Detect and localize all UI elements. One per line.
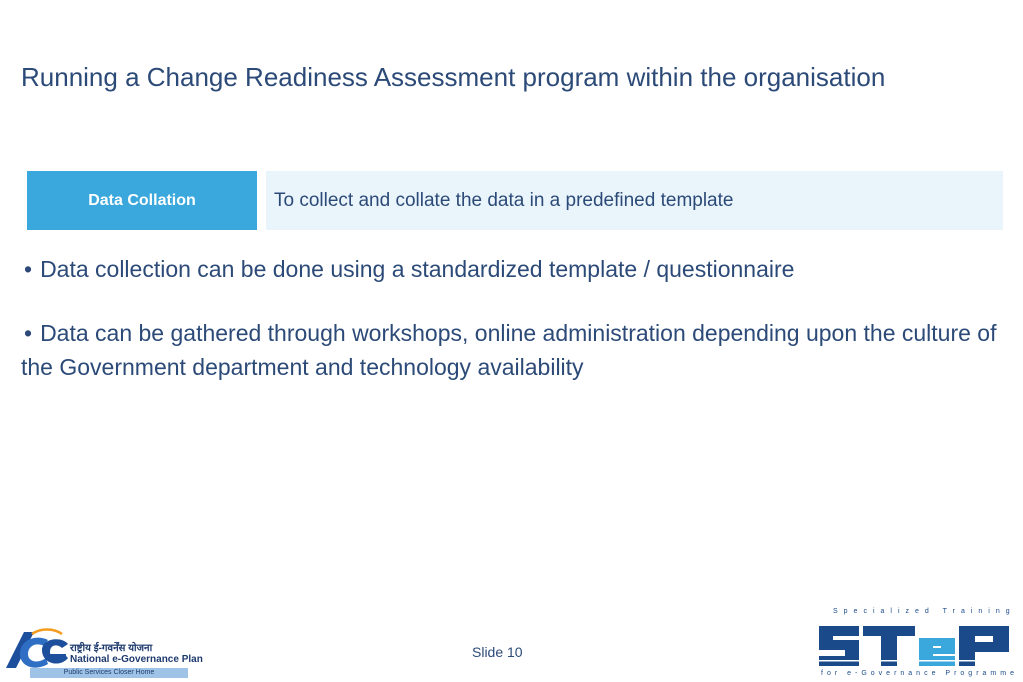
bullet-text: Data collection can be done using a standardized template / questionnaire (40, 256, 795, 282)
step-description (266, 171, 1003, 230)
negp-tagline: Public Services Closer Home (30, 668, 188, 678)
negp-emblem-icon (2, 624, 72, 672)
step-description-text: To collect and collate the data in a predefined template (274, 189, 734, 211)
negp-logo (2, 622, 203, 680)
step-top-text: Specialized Training (833, 608, 1016, 615)
bullet-marker: • (24, 256, 33, 282)
bullet-text: Data can be gathered through workshops, online administration depending upon the culture of the Government department and technology availability (21, 320, 997, 380)
slide-number: Slide 10 (472, 644, 523, 660)
bullet-item (21, 252, 1001, 286)
step-logo (815, 606, 1018, 680)
step-label (27, 171, 257, 230)
negp-english-text: National e-Governance Plan (70, 654, 203, 665)
step-wordmark-icon (815, 618, 1015, 670)
step-bottom-text: for e-Governance Programme (821, 670, 1018, 677)
bullet-marker: • (24, 320, 33, 346)
negp-hindi-text: राष्ट्रीय ई-गवर्नेंस योजना (70, 643, 153, 654)
bullet-item (21, 316, 1001, 384)
step-label-text: Data Collation (88, 191, 196, 209)
bullet-list (21, 252, 1001, 384)
slide-title: Running a Change Readiness Assessment program within the organisation (21, 62, 886, 92)
